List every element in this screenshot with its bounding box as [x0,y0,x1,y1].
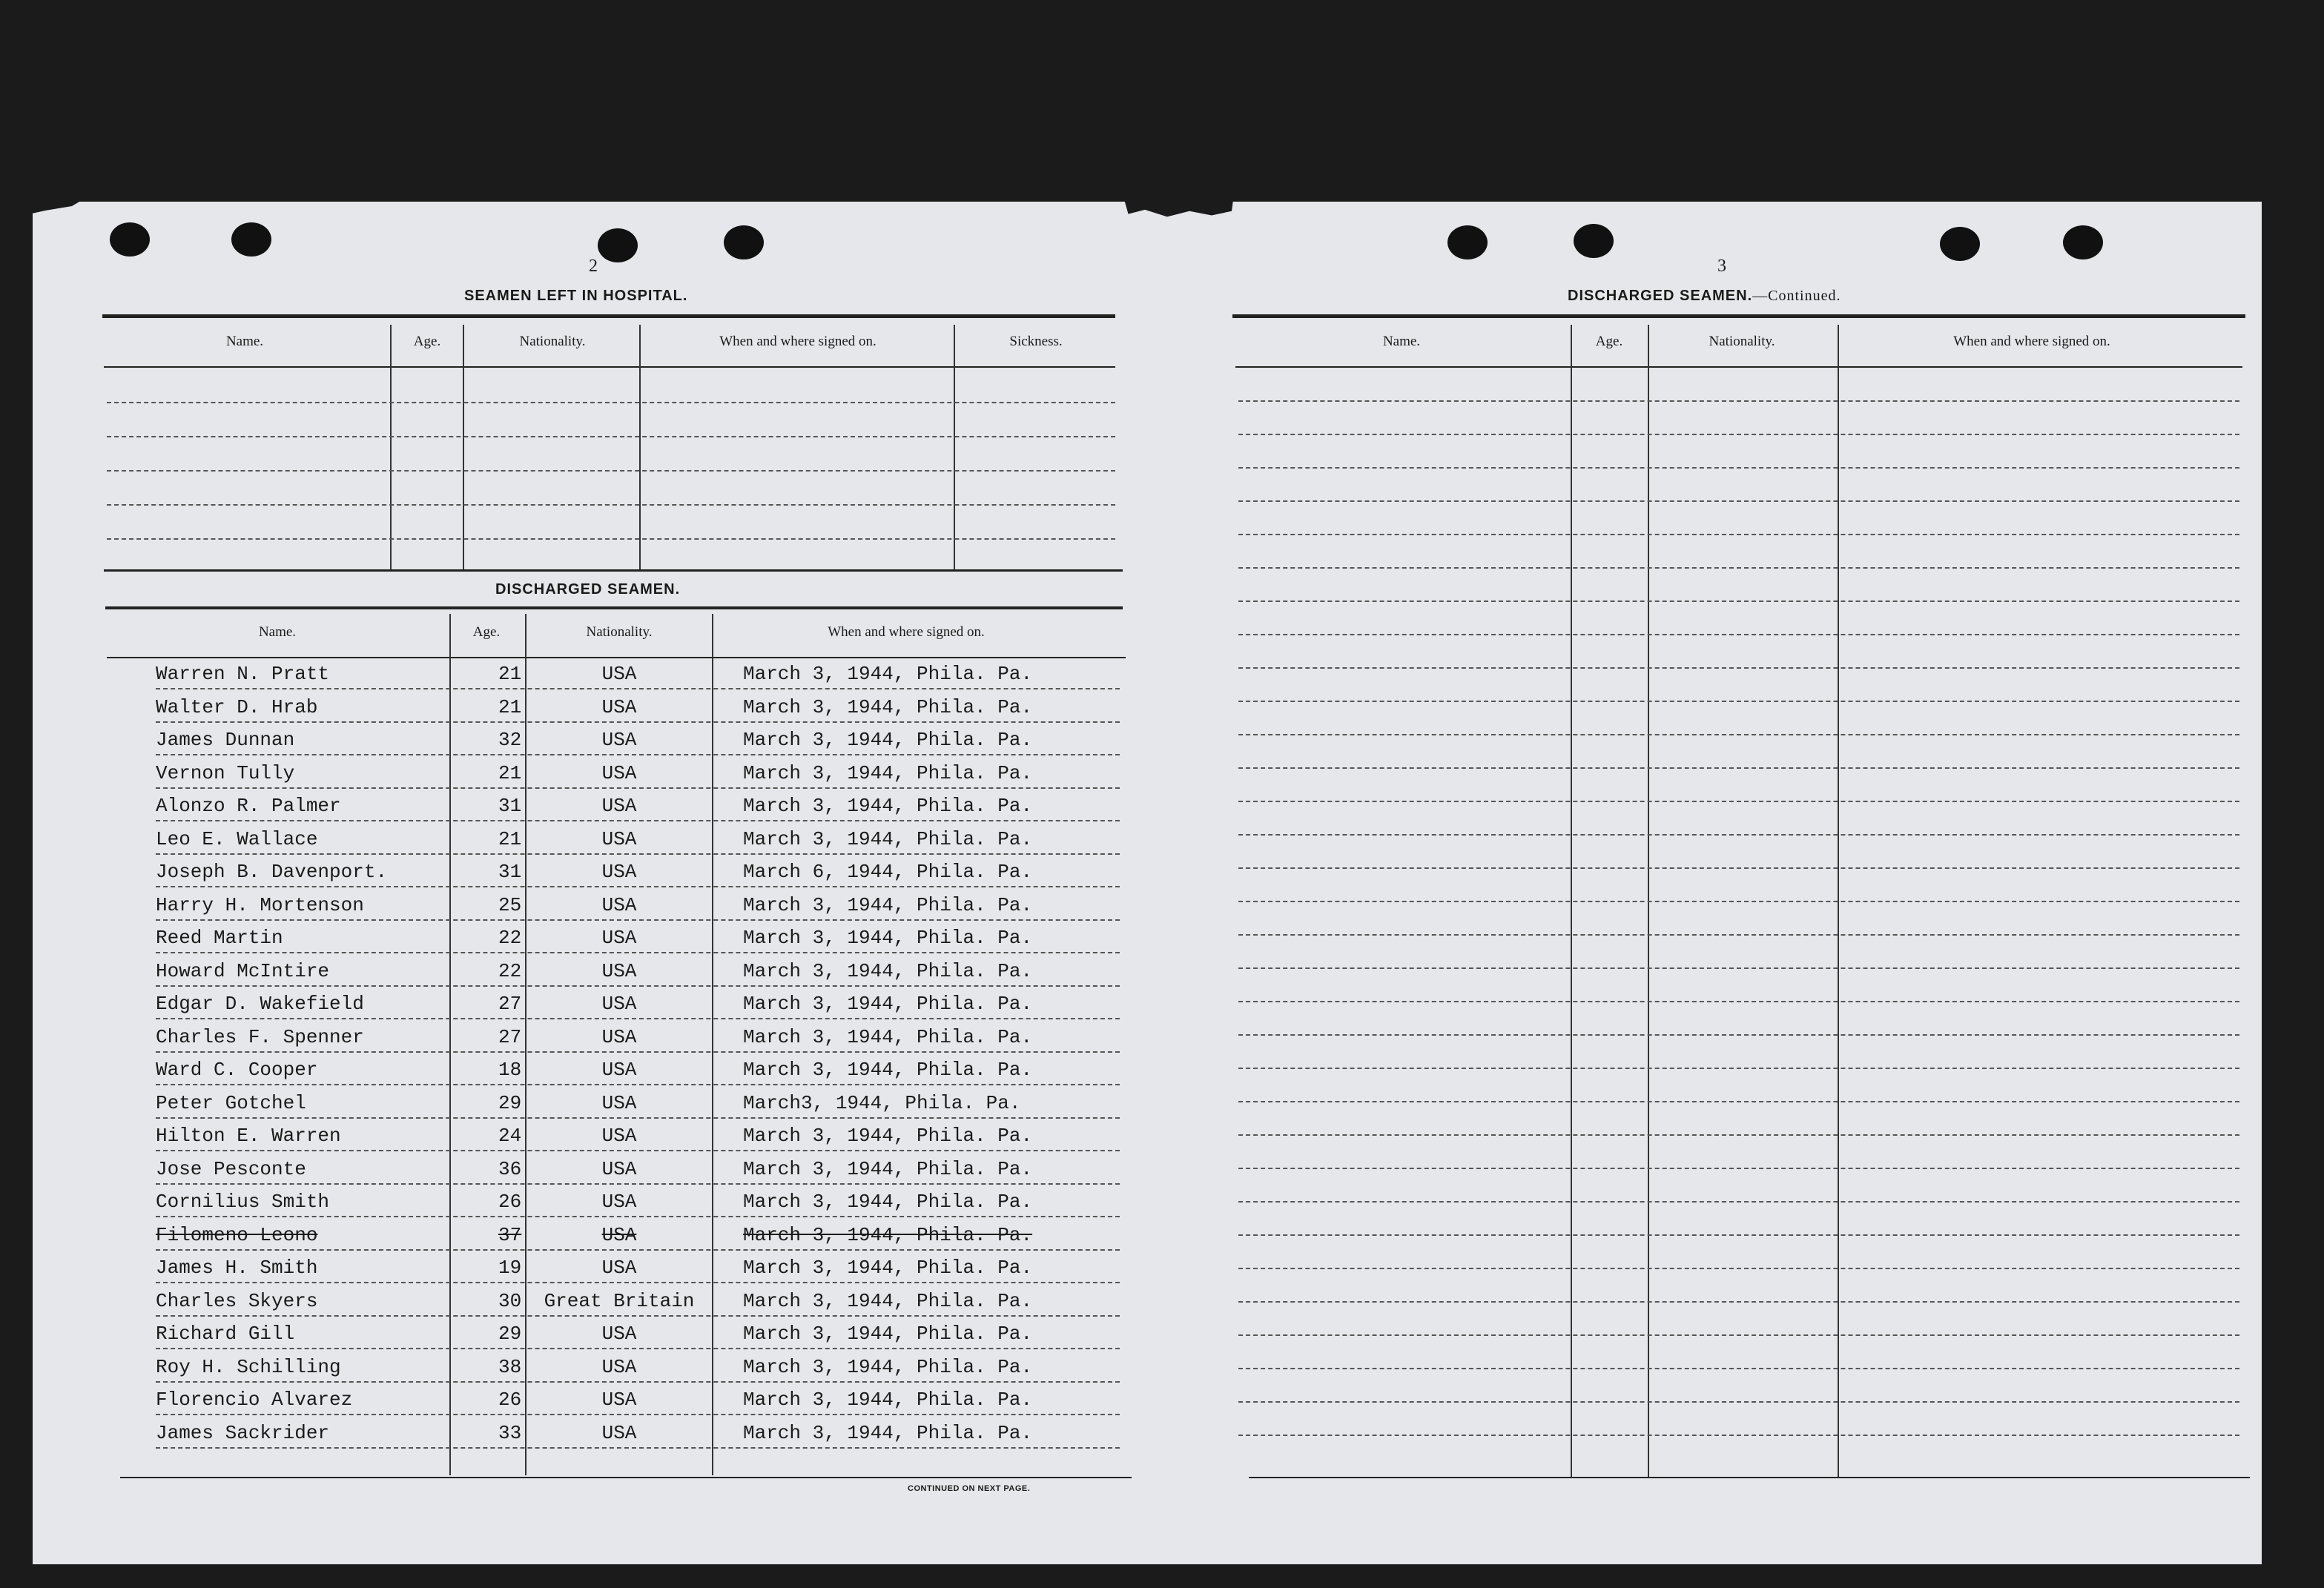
seaman-nationality: USA [601,663,637,685]
seaman-age: 22 [498,959,522,982]
seaman-name: James Sackrider [156,1421,330,1444]
seaman-nationality: USA [601,1421,637,1444]
seaman-nationality: Great Britain [544,1289,695,1312]
seaman-name: Richard Gill [156,1323,295,1345]
row-rule [156,853,1120,855]
seaman-signed-on: March 3, 1944, Phila. Pa. [743,1421,1033,1444]
seaman-name: Cornilius Smith [156,1191,330,1213]
seaman-nationality: USA [601,1059,637,1081]
discharged-header-signed-on: When and where signed on. [828,624,985,640]
seaman-name: Hilton E. Warren [156,1125,341,1147]
seaman-signed-on: March 3, 1944, Phila. Pa. [743,1059,1033,1081]
discharged-seamen-list [107,661,1127,1477]
seaman-signed-on: March 3, 1944, Phila. Pa. [743,695,1033,718]
paper-tear [1123,194,1234,222]
ruled-line [1238,1368,2239,1369]
seaman-age: 29 [498,1091,522,1114]
seaman-age: 21 [498,827,522,850]
table-row [107,1189,1127,1222]
row-rule [156,1414,1120,1415]
paper-tear-left [25,194,92,224]
punch-hole [724,225,764,259]
seaman-nationality: USA [601,1257,637,1279]
row-rule [156,1216,1120,1217]
seaman-nationality: USA [601,1223,637,1246]
row-rule [156,787,1120,789]
seaman-name: Ward C. Cooper [156,1059,318,1081]
seaman-age: 31 [498,861,522,883]
table-row [107,1354,1127,1387]
seaman-name: Reed Martin [156,927,283,949]
seaman-nationality: USA [601,729,637,751]
seaman-signed-on: March 3, 1944, Phila. Pa. [743,729,1033,751]
row-rule [156,1084,1120,1085]
seaman-nationality: USA [601,1025,637,1048]
seaman-signed-on: March 3, 1944, Phila. Pa. [743,1289,1033,1312]
seaman-signed-on: March3, 1944, Phila. Pa. [743,1091,1021,1114]
seaman-name: Harry H. Mortenson [156,893,364,916]
table-row [107,1387,1127,1420]
hospital-header-signed-on: When and where signed on. [719,334,877,349]
seaman-nationality: USA [601,993,637,1015]
seaman-age: 33 [498,1421,522,1444]
seaman-signed-on: March 3, 1944, Phila. Pa. [743,927,1033,949]
seaman-name: Leo E. Wallace [156,827,318,850]
ruled-line [1238,1001,2239,1002]
seaman-age: 27 [498,993,522,1015]
table-row [107,859,1127,892]
ruled-line [1238,1068,2239,1069]
row-rule [156,688,1120,689]
hospital-header-name: Name. [225,334,264,349]
right-header-age: Age. [1595,334,1623,349]
seaman-signed-on: March 3, 1944, Phila. Pa. [743,1157,1033,1180]
seaman-name: Walter D. Hrab [156,695,318,718]
ruled-line [1238,467,2239,469]
seaman-age: 22 [498,927,522,949]
ruled-line [1238,434,2239,435]
table-row [107,991,1127,1024]
seaman-age: 27 [498,1025,522,1048]
seaman-nationality: USA [601,1157,637,1180]
ruled-line [1238,1201,2239,1202]
ruled-line [1238,867,2239,869]
seaman-nationality: USA [601,1355,637,1378]
seaman-signed-on: March 3, 1944, Phila. Pa. [743,1025,1033,1048]
ruled-line [1238,601,2239,602]
right-header-name: Name. [1382,334,1421,349]
page-number: 3 [1717,257,1726,276]
row-rule [156,1051,1120,1053]
seaman-name: Warren N. Pratt [156,663,330,685]
row-rule [156,1348,1120,1349]
seaman-signed-on: March 6, 1944, Phila. Pa. [743,861,1033,883]
seaman-nationality: USA [601,1125,637,1147]
row-rule [156,820,1120,821]
ruled-line [1238,1401,2239,1403]
seaman-age: 19 [498,1257,522,1279]
hospital-header-nationality: Nationality. [519,334,586,349]
seaman-signed-on: March 3, 1944, Phila. Pa. [743,795,1033,817]
row-rule [156,721,1120,723]
table-row [107,1321,1127,1354]
ruled-line [1238,1101,2239,1102]
seaman-age: 32 [498,729,522,751]
seaman-signed-on: March 3, 1944, Phila. Pa. [743,1323,1033,1345]
seaman-name: Howard McIntire [156,959,330,982]
seaman-nationality: USA [601,795,637,817]
right-header-signed-on: When and where signed on. [1953,334,2110,349]
ruled-line [1238,1168,2239,1169]
row-rule [156,1249,1120,1251]
table-row [107,1091,1127,1123]
punch-hole [598,228,638,262]
right-header-nationality: Nationality. [1709,334,1775,349]
table-row [107,695,1127,727]
seaman-nationality: USA [601,861,637,883]
row-rule [156,1183,1120,1185]
seaman-signed-on: March 3, 1944, Phila. Pa. [743,1389,1033,1411]
seaman-name: Peter Gotchel [156,1091,306,1114]
table-row [107,1420,1127,1453]
seaman-signed-on: March 3, 1944, Phila. Pa. [743,1191,1033,1213]
seaman-signed-on: March 3, 1944, Phila. Pa. [743,1355,1033,1378]
table-row [107,925,1127,958]
ruled-line [1238,400,2239,402]
seaman-signed-on: March 3, 1944, Phila. Pa. [743,827,1033,850]
row-rule [156,1150,1120,1151]
ruled-line [1238,667,2239,669]
page-number: 2 [589,257,598,276]
seaman-signed-on: March 3, 1944, Phila. Pa. [743,893,1033,916]
ruled-line [1238,500,2239,502]
seaman-name: Florencio Alvarez [156,1389,353,1411]
seaman-age: 26 [498,1389,522,1411]
row-rule [156,1117,1120,1119]
row-rule [156,754,1120,755]
punch-hole [110,222,150,257]
table-row [107,761,1127,793]
table-row [107,1157,1127,1189]
ruled-line [1238,934,2239,936]
table-row [107,1057,1127,1090]
discharged-header-name: Name. [258,624,297,640]
table-row [107,793,1127,826]
seaman-name: Jose Pesconte [156,1157,306,1180]
table-row [107,893,1127,925]
seaman-age: 18 [498,1059,522,1081]
hospital-section-title: SEAMEN LEFT IN HOSPITAL. [464,288,688,304]
right-section-title [1568,288,1841,305]
seaman-age: 38 [498,1355,522,1378]
punch-hole [1940,227,1980,261]
table-row [107,1288,1127,1321]
seaman-name: Edgar D. Wakefield [156,993,364,1015]
row-rule [156,1315,1120,1317]
seaman-nationality: USA [601,959,637,982]
ruled-line [1238,534,2239,535]
seaman-age: 29 [498,1323,522,1345]
table-row [107,1223,1127,1255]
continued-footer: CONTINUED ON NEXT PAGE. [908,1484,1031,1493]
seaman-signed-on: March 3, 1944, Phila. Pa. [743,993,1033,1015]
ruled-line [1238,901,2239,902]
table-row [107,1025,1127,1057]
seaman-name: James Dunnan [156,729,295,751]
discharged-header-nationality: Nationality. [586,624,653,640]
seaman-signed-on: March 3, 1944, Phila. Pa. [743,1257,1033,1279]
seaman-name: Filomeno Leono [156,1223,318,1246]
punch-hole [1574,224,1614,258]
seaman-nationality: USA [601,827,637,850]
seaman-age: 21 [498,761,522,784]
right-title-continued: —Continued. [1752,288,1841,304]
seaman-nationality: USA [601,695,637,718]
punch-hole [2063,225,2103,259]
seaman-age: 26 [498,1191,522,1213]
seaman-age: 21 [498,695,522,718]
ruled-line [1238,801,2239,802]
ruled-line [1238,1034,2239,1036]
seaman-signed-on: March 3, 1944, Phila. Pa. [743,761,1033,784]
ruled-line [1238,1234,2239,1236]
seaman-nationality: USA [601,1191,637,1213]
seaman-name: Roy H. Schilling [156,1355,341,1378]
punch-hole [231,222,271,257]
ruled-line [1238,734,2239,735]
row-rule [156,1282,1120,1283]
ruled-line [1238,567,2239,569]
ruled-line [1238,834,2239,836]
hospital-header-sickness: Sickness. [1009,334,1063,349]
row-rule [156,952,1120,953]
seaman-signed-on: March 3, 1944, Phila. Pa. [743,959,1033,982]
seaman-name: Charles Skyers [156,1289,318,1312]
seaman-age: 21 [498,663,522,685]
table-row [107,959,1127,991]
seaman-name: Joseph B. Davenport. [156,861,388,883]
seaman-signed-on: March 3, 1944, Phila. Pa. [743,663,1033,685]
row-rule [156,985,1120,987]
ruled-line [1238,767,2239,769]
seaman-signed-on: March 3, 1944, Phila. Pa. [743,1223,1033,1246]
punch-hole [1447,225,1488,259]
seaman-nationality: USA [601,1323,637,1345]
hospital-header-age: Age. [413,334,441,349]
row-rule [156,1447,1120,1449]
row-rule [156,919,1120,921]
right-title-main: DISCHARGED SEAMEN. [1568,288,1753,304]
row-rule [156,886,1120,887]
seaman-nationality: USA [601,1389,637,1411]
ruled-line [1238,967,2239,969]
seaman-age: 24 [498,1125,522,1147]
discharged-section-title: DISCHARGED SEAMEN. [495,581,681,598]
ruled-line [1238,1301,2239,1303]
ruled-line [1238,634,2239,635]
ruled-line [1238,1268,2239,1269]
table-row [107,827,1127,859]
document-sheet [33,202,2262,1564]
discharged-header-age: Age. [472,624,501,640]
seaman-nationality: USA [601,893,637,916]
seaman-nationality: USA [601,927,637,949]
row-rule [156,1018,1120,1019]
seaman-age: 25 [498,893,522,916]
seaman-age: 31 [498,795,522,817]
seaman-age: 30 [498,1289,522,1312]
ruled-line [1238,1435,2239,1436]
row-rule [156,1381,1120,1383]
table-row [107,727,1127,760]
seaman-name: Charles F. Spenner [156,1025,364,1048]
table-row [107,1255,1127,1288]
seaman-name: Alonzo R. Palmer [156,795,341,817]
table-row [107,661,1127,694]
table-row [107,1123,1127,1156]
ruled-line [1238,701,2239,702]
seaman-age: 37 [498,1223,522,1246]
seaman-age: 36 [498,1157,522,1180]
ruled-line [1238,1134,2239,1136]
seaman-signed-on: March 3, 1944, Phila. Pa. [743,1125,1033,1147]
seaman-nationality: USA [601,761,637,784]
ruled-line [1238,1334,2239,1336]
seaman-nationality: USA [601,1091,637,1114]
seaman-name: James H. Smith [156,1257,318,1279]
seaman-name: Vernon Tully [156,761,295,784]
